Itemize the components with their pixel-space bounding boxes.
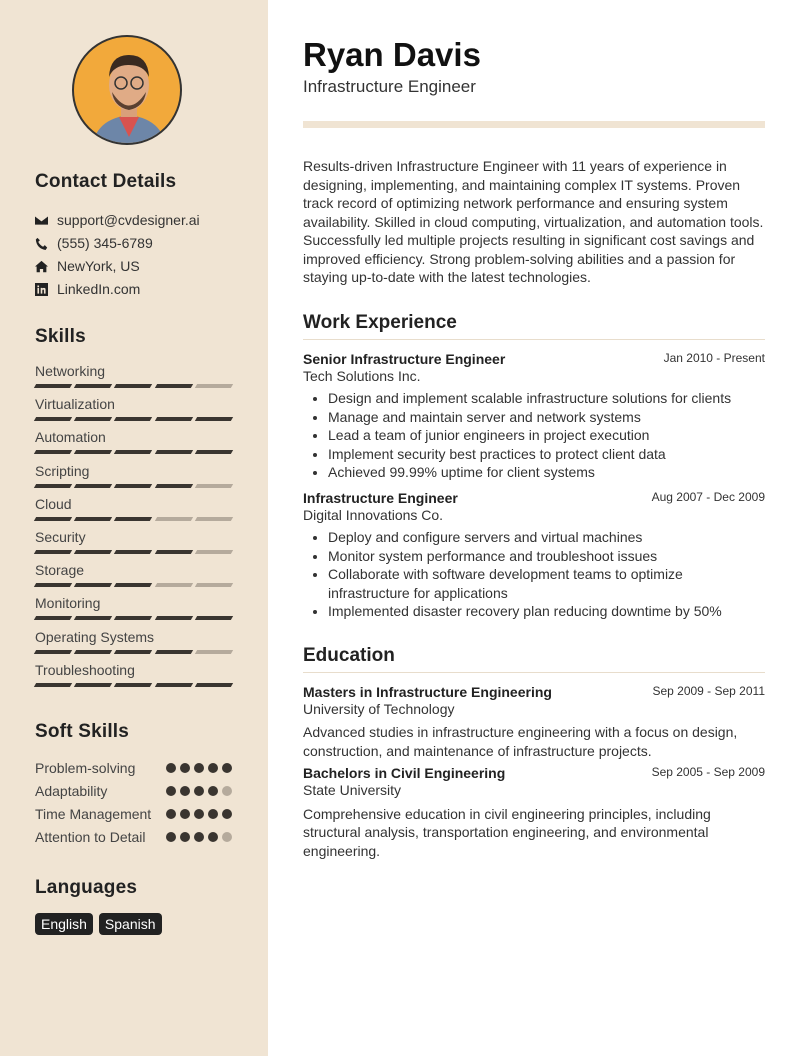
languages-heading: Languages [35, 877, 138, 898]
level-segment [195, 650, 234, 654]
job-bullet: • Achieved 99.99% uptime for client systems [328, 463, 765, 482]
job-bullet: • Monitor system performance and troubleshoot issues [328, 547, 765, 566]
skill-level-bar [35, 450, 232, 454]
phone-icon [35, 237, 48, 250]
skill-item: Storage [35, 562, 232, 587]
level-segment [74, 517, 113, 521]
job-title: Infrastructure Engineer [303, 77, 476, 96]
soft-skill-item: Adaptability [35, 782, 232, 801]
name: Ryan Davis [303, 36, 481, 73]
level-segment [74, 683, 113, 687]
level-dot [180, 809, 190, 819]
level-segment [195, 484, 234, 488]
skill-item: Cloud [35, 496, 232, 521]
level-segment [195, 384, 234, 388]
level-segment [74, 583, 113, 587]
level-dot [194, 786, 204, 796]
home-icon [35, 260, 48, 273]
soft-skills-heading: Soft Skills [35, 721, 130, 742]
soft-skill-item: Attention to Detail [35, 828, 232, 847]
level-segment [154, 517, 193, 521]
job-bullet: • Design and implement scalable infrastructure solutions for clients [328, 389, 765, 408]
education-heading: Education [303, 645, 765, 673]
education-entry: Masters in Infrastructure Engineering Sep 2009 - Sep 2011 University of Technology Advanced studies in infrastructure engineering with a focus on design, construction, and maintenance of infrastructure projects. [303, 683, 765, 759]
level-dot [222, 786, 232, 796]
language-list [35, 913, 232, 935]
level-segment [74, 450, 113, 454]
skill-level-bar [35, 517, 232, 521]
soft-skill-rating [166, 786, 232, 796]
skill-level-bar [35, 650, 232, 654]
soft-skill-rating [166, 763, 232, 773]
job-bullet: • Implement security best practices to protect client data [328, 445, 765, 464]
skill-level-bar [35, 616, 232, 620]
level-segment [195, 616, 234, 620]
level-dot [208, 763, 218, 773]
skill-item: Scripting [35, 463, 232, 488]
job-bullet: • Implemented disaster recovery plan reducing downtime by 50% [328, 602, 765, 621]
level-segment [34, 384, 73, 388]
level-segment [74, 616, 113, 620]
level-segment [114, 484, 153, 488]
level-dot [208, 809, 218, 819]
level-segment [195, 450, 234, 454]
contact-email[interactable]: support@cvdesigner.ai [35, 212, 200, 228]
level-segment [114, 384, 153, 388]
level-segment [195, 583, 234, 587]
level-segment [34, 484, 73, 488]
level-segment [154, 583, 193, 587]
level-segment [195, 550, 234, 554]
level-segment [114, 650, 153, 654]
level-segment [154, 650, 193, 654]
skill-item: Networking [35, 363, 232, 388]
work-heading: Work Experience [303, 312, 765, 340]
envelope-icon [35, 214, 48, 227]
level-dot [166, 763, 176, 773]
skill-item: Security [35, 529, 232, 554]
skill-level-bar [35, 417, 232, 421]
level-dot [194, 763, 204, 773]
skill-level-bar [35, 550, 232, 554]
job-bullet: • Deploy and configure servers and virtual machines [328, 528, 765, 547]
soft-skill-item: Time Management [35, 805, 232, 824]
level-segment [154, 417, 193, 421]
level-dot [208, 786, 218, 796]
profile-photo [72, 35, 182, 145]
job-bullet: • Collaborate with software development teams to optimize infrastructure for applications [328, 565, 765, 602]
level-segment [74, 384, 113, 388]
level-segment [34, 417, 73, 421]
summary: Results-driven Infrastructure Engineer with 11 years of experience in designing, implementing, and maintaining complex IT systems. Proven track record of optimizing network performance and ensuring system availability. Skilled in cloud computing, virtualization, and automation tools. Successfully led multiple projects resulting in significant cost savings and improved efficiency. Strong problem-solving abilities and a passion for staying up-to-date with the latest technologies. [303, 158, 764, 285]
contact-phone: (555) 345-6789 [35, 235, 153, 251]
skill-level-bar [35, 583, 232, 587]
soft-skills-and-languages [35, 759, 232, 935]
level-dot [166, 786, 176, 796]
level-segment [74, 484, 113, 488]
skill-level-bar [35, 484, 232, 488]
job-bullet: • Manage and maintain server and network systems [328, 408, 765, 427]
level-dot [208, 832, 218, 842]
skill-level-bar [35, 384, 232, 388]
level-segment [34, 650, 73, 654]
level-segment [114, 417, 153, 421]
soft-skill-item: Problem-solving [35, 759, 232, 778]
level-dot [222, 809, 232, 819]
level-segment [74, 650, 113, 654]
level-segment [154, 450, 193, 454]
soft-skill-rating [166, 832, 232, 842]
education-entry: Bachelors in Civil Engineering Sep 2005 - Sep 2009 State University Comprehensive education in civil engineering principles, including structural analysis, transportation engineering, and environmental engineering. [303, 765, 765, 859]
level-dot [194, 809, 204, 819]
contact-linkedin[interactable]: LinkedIn.com [35, 281, 140, 297]
level-dot [180, 786, 190, 796]
contact-heading: Contact Details [35, 171, 177, 192]
skill-item: Troubleshooting [35, 662, 232, 687]
level-segment [154, 384, 193, 388]
level-segment [154, 616, 193, 620]
level-dot [166, 809, 176, 819]
level-segment [34, 450, 73, 454]
level-segment [34, 583, 73, 587]
level-segment [154, 484, 193, 488]
level-segment [114, 550, 153, 554]
linkedin-icon [35, 283, 48, 296]
level-segment [114, 517, 153, 521]
level-dot [222, 832, 232, 842]
level-segment [114, 616, 153, 620]
level-segment [114, 450, 153, 454]
job-entry: Infrastructure Engineer Aug 2007 - Dec 2009 Digital Innovations Co. • Deploy and configure servers and virtual machines • Monitor system performance and troubleshoot issues • Collaborate with software development teams to optimize infrastructure for applications • Implemented disaster recovery plan reducing downtime by 50% [303, 490, 765, 621]
skill-item: Operating Systems [35, 629, 232, 654]
level-dot [222, 763, 232, 773]
title-divider [303, 121, 765, 128]
level-segment [154, 550, 193, 554]
level-segment [34, 683, 73, 687]
contact-location: NewYork, US [35, 258, 140, 274]
language-badge: English [35, 913, 93, 935]
skill-item: Virtualization [35, 396, 232, 421]
level-segment [34, 616, 73, 620]
job-bullet: • Lead a team of junior engineers in project execution [328, 426, 765, 445]
level-segment [34, 550, 73, 554]
level-segment [195, 417, 234, 421]
skill-item: Automation [35, 429, 232, 454]
skill-level-bar [35, 683, 232, 687]
level-segment [195, 683, 234, 687]
job-entry: Senior Infrastructure Engineer Jan 2010 - Present Tech Solutions Inc. • Design and implement scalable infrastructure solutions for clients • Manage and maintain server and network systems • Lead a team of junior engineers in project execution • Implement security best practices to protect client data • Achieved 99.99% uptime for client systems [303, 351, 765, 482]
language-badge: Spanish [99, 913, 162, 935]
level-segment [114, 583, 153, 587]
level-dot [180, 832, 190, 842]
skill-item: Monitoring [35, 595, 232, 620]
level-segment [34, 517, 73, 521]
level-dot [166, 832, 176, 842]
level-segment [154, 683, 193, 687]
skills-heading: Skills [35, 326, 86, 347]
soft-skill-rating [166, 809, 232, 819]
level-segment [74, 550, 113, 554]
level-segment [74, 417, 113, 421]
level-dot [194, 832, 204, 842]
level-segment [114, 683, 153, 687]
level-segment [195, 517, 234, 521]
level-dot [180, 763, 190, 773]
